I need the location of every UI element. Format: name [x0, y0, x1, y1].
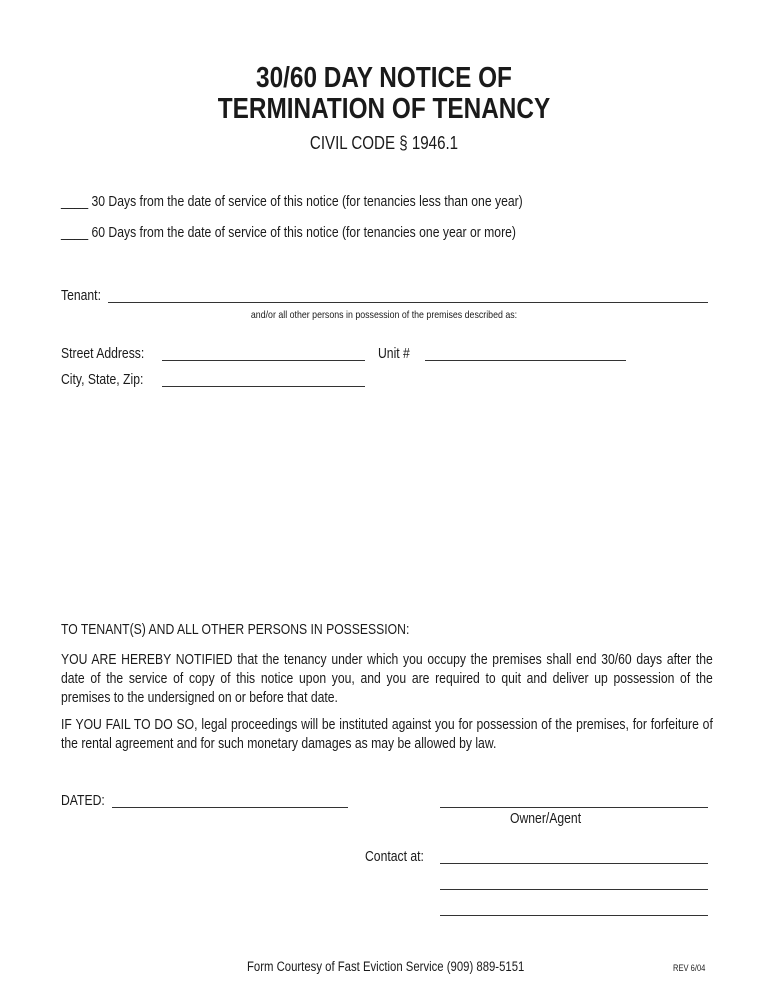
contact-label: Contact at:: [365, 849, 424, 865]
tenant-field[interactable]: [108, 302, 708, 303]
consequence-paragraph: IF YOU FAIL TO DO SO, legal proceedings will be instituted against you for possession of the premises, for forfeiture of the rental agreement and for such monetary damages as may be allowed by law.: [61, 717, 713, 752]
owner-agent-signature-field[interactable]: [440, 807, 708, 808]
checkbox-blank[interactable]: ____: [61, 225, 89, 241]
checkbox-blank[interactable]: ____: [61, 194, 89, 210]
contact-field-1[interactable]: [440, 863, 708, 864]
unit-field[interactable]: [425, 360, 626, 361]
tenant-label: Tenant:: [61, 288, 101, 304]
city-state-zip-label: City, State, Zip:: [61, 372, 144, 388]
tenant-note: and/or all other persons in possession of the premises described as:: [250, 309, 518, 321]
contact-field-3[interactable]: [440, 915, 708, 916]
dated-field[interactable]: [112, 807, 348, 808]
option-label: 30 Days from the date of service of this notice (for tenancies less than one year): [91, 194, 523, 210]
contact-field-2[interactable]: [440, 889, 708, 890]
footer-courtesy: Form Courtesy of Fast Eviction Service (909) 889-5151: [247, 959, 525, 974]
street-address-field[interactable]: [162, 360, 365, 361]
revision-label: REV 6/04: [673, 963, 706, 973]
option-60-days[interactable]: [61, 225, 516, 241]
title-line-1: 30/60 DAY NOTICE OF: [256, 62, 512, 94]
body-heading: TO TENANT(S) AND ALL OTHER PERSONS IN POSSESSION:: [61, 622, 410, 638]
option-30-days[interactable]: [61, 194, 523, 210]
title-line-2: TERMINATION OF TENANCY: [217, 93, 551, 125]
civil-code: CIVIL CODE § 1946.1: [309, 133, 459, 153]
unit-label: Unit #: [378, 346, 410, 362]
option-label: 60 Days from the date of service of this notice (for tenancies one year or more): [91, 225, 516, 241]
owner-agent-label: Owner/Agent: [510, 811, 582, 827]
street-address-label: Street Address:: [61, 346, 145, 362]
city-state-zip-field[interactable]: [162, 386, 365, 387]
dated-label: DATED:: [61, 793, 105, 809]
notice-paragraph: YOU ARE HEREBY NOTIFIED that the tenancy under which you occupy the premises shall end 30/60 days after the date of the service of copy of this notice upon you, and you are required to quit and deliver up possession of the premises to the undersigned on or before that date.: [61, 652, 713, 706]
